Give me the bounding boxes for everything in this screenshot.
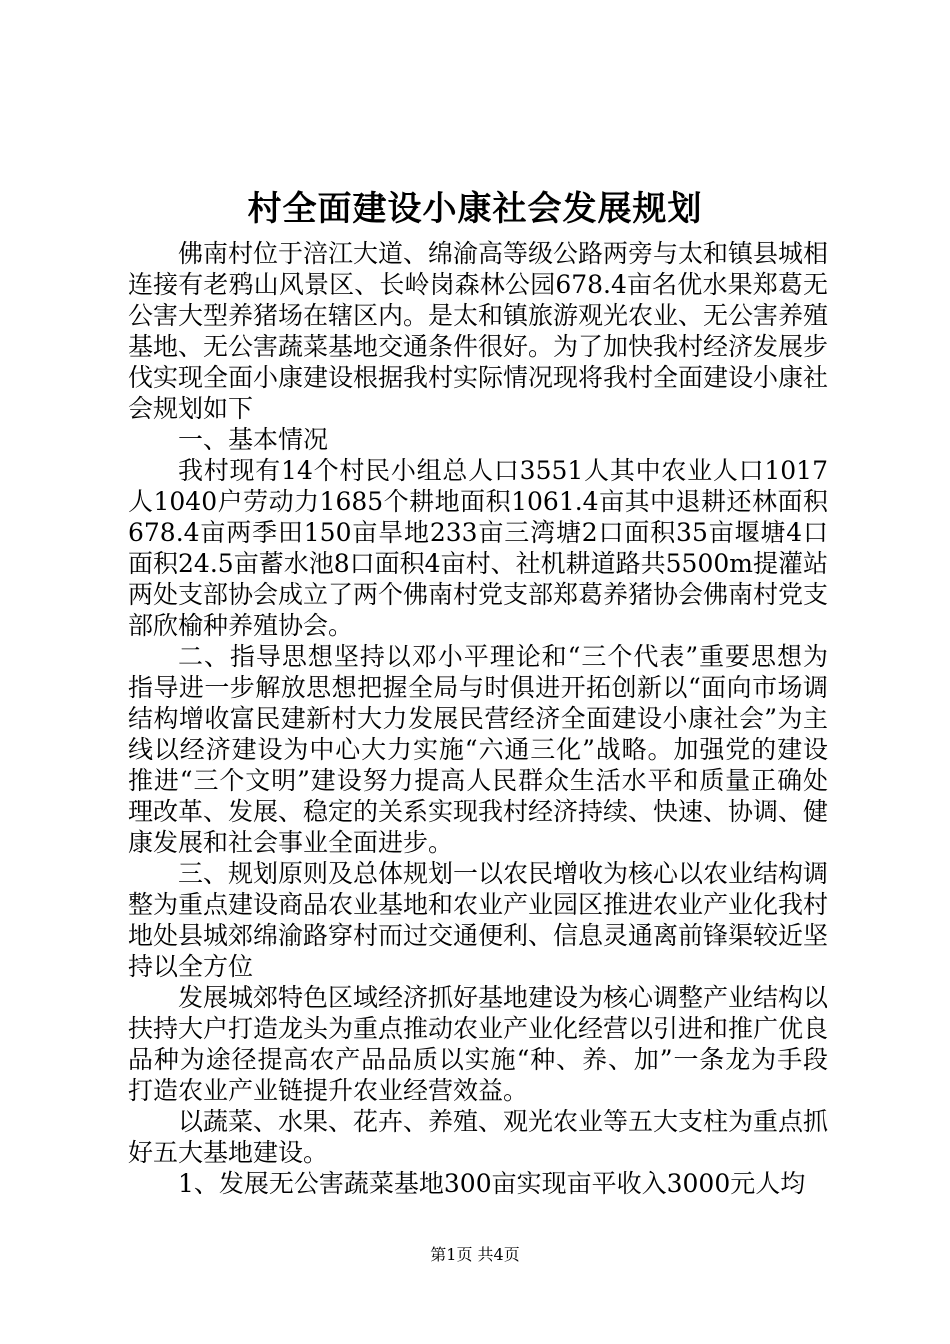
heading-basic-situation: 一、基本情况	[178, 425, 329, 454]
page-footer: 第1页 共4页	[430, 1245, 520, 1264]
paragraph-intro: 佛南村位于涪江大道、绵渝高等级公路两旁与太和镇县城相连接有老鸦山风景区、长岭岗森林公园678.4亩名优水果郑葛无公害大型养猪场在辖区内。是太和镇旅游观光农业、无公害养殖基地、无公害蔬菜基地交通条件很好。为了加快我村经济发展步伐实现全面小康建设根据我村实际情况现将我村全面建设小康社会规划如下	[128, 239, 829, 423]
paragraph-guiding-ideology: 二、指导思想坚持以邓小平理论和“三个代表”重要思想为指导进一步解放思想把握全局与时俱进开拓创新以“面向市场调结构增收富民建新村大力发展民营经济全面建设小康社会”为主线以经济建设为中心大力实施“六通三化”战略。加强党的建设推进“三个文明”建设努力提高人民群众生活水平和质量正确处理改革、发展、稳定的关系实现我村经济持续、快速、协调、健康发展和社会事业全面进步。	[128, 642, 829, 857]
document-body	[128, 238, 828, 1199]
paragraph-basic-situation: 我村现有14个村民小组总人口3551人其中农业人口1017人1040户劳动力1685个耕地面积1061.4亩其中退耕还林面积678.4亩两季田150亩旱地233亩三湾塘2口面积35亩堰塘4口面积24.5亩蓄水池8口面积4亩村、社机耕道路共5500m提灌站两处支部协会成立了两个佛南村党支部郑葛养猪协会佛南村党支部欣榆种养殖协会。	[128, 456, 829, 640]
paragraph-development-strategy: 发展城郊特色区域经济抓好基地建设为核心调整产业结构以扶持大户打造龙头为重点推动农业产业化经营以引进和推广优良品种为途径提高农产品品质以实施“种、养、加”一条龙为手段打造农业产业链提升农业经营效益。	[128, 983, 829, 1105]
paragraph-five-pillars: 以蔬菜、水果、花卉、养殖、观光农业等五大支柱为重点抓好五大基地建设。	[128, 1107, 829, 1167]
document-title: 村全面建设小康社会发展规划	[247, 189, 703, 229]
paragraph-vegetable-base: 1、发展无公害蔬菜基地300亩实现亩平收入3000元人均	[178, 1169, 806, 1198]
paragraph-planning-principles: 三、规划原则及总体规划一以农民增收为核心以农业结构调整为重点建设商品农业基地和农业产业园区推进农业产业化我村地处县城郊绵渝路穿村而过交通便利、信息灵通离前锋渠较近坚持以全方位	[128, 859, 829, 981]
